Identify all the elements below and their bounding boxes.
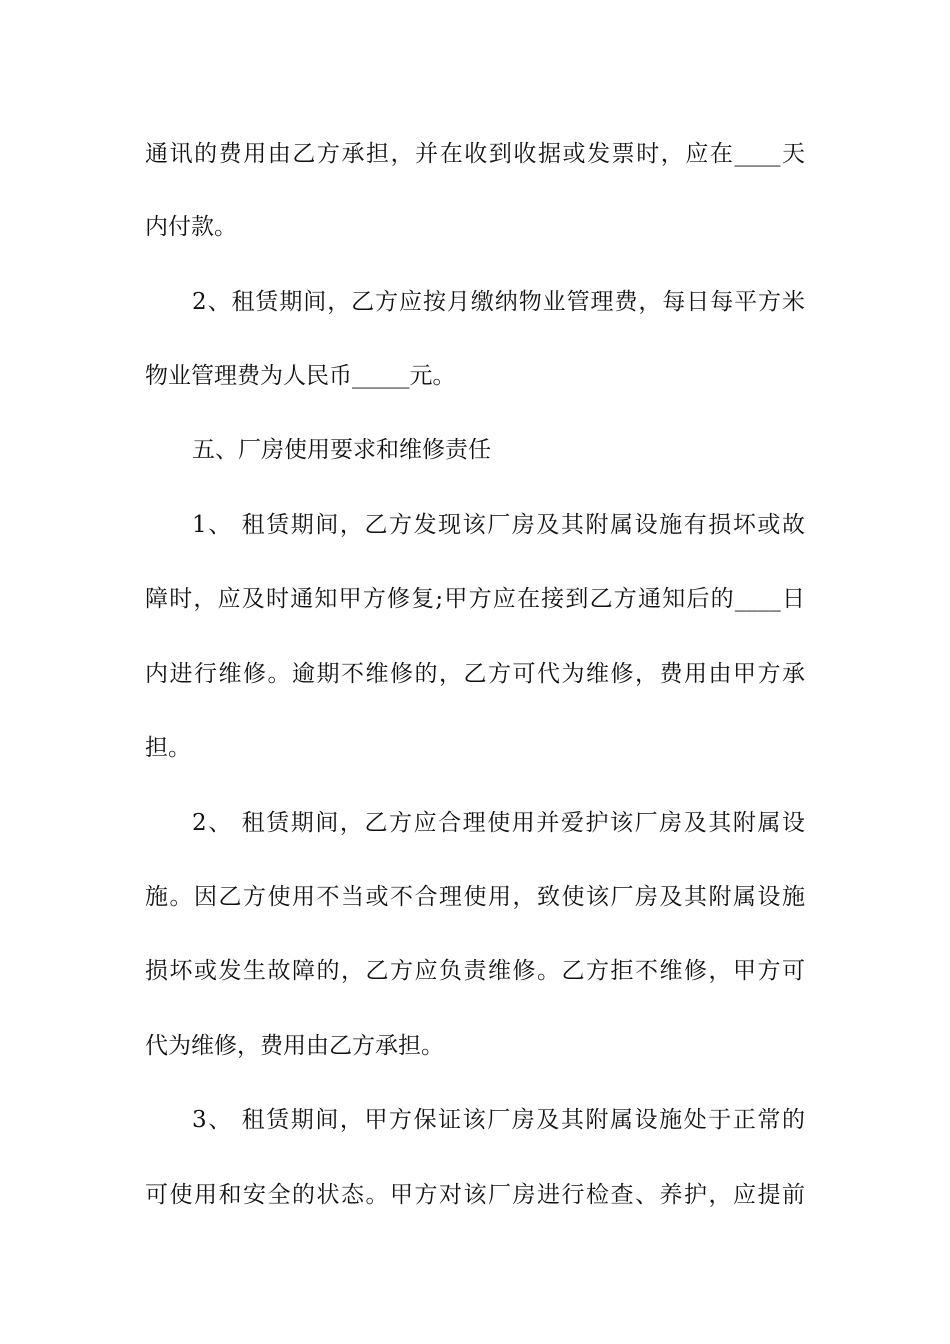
text-line: 障时，应及时通知甲方修复;甲方应在接到乙方通知后的____日 <box>145 586 805 612</box>
text-line: 担。 <box>145 735 191 761</box>
text-line: 通讯的费用由乙方承担，并在收到收据或发票时，应在____天 <box>145 141 805 167</box>
paragraph-start-line: 1、 租赁期间，乙方发现该厂房及其附属设施有损坏或故 <box>192 512 805 538</box>
paragraph-start-line: 3、 租赁期间，甲方保证该厂房及其附属设施处于正常的 <box>192 1107 805 1133</box>
paragraph-start-line: 2、租赁期间，乙方应按月缴纳物业管理费，每日每平方米 <box>192 289 805 315</box>
text-line: 可使用和安全的状态。甲方对该厂房进行检查、养护，应提前 <box>145 1182 805 1208</box>
text-line: 内付款。 <box>145 214 237 240</box>
text-line: 内进行维修。逾期不维修的，乙方可代为维修，费用由甲方承 <box>145 661 805 687</box>
text-line: 损坏或发生故障的，乙方应负责维修。乙方拒不维修，甲方可 <box>145 958 805 984</box>
text-line: 物业管理费为人民币_____元。 <box>145 363 456 389</box>
section-heading: 五、厂房使用要求和维修责任 <box>192 437 491 463</box>
text-line: 施。因乙方使用不当或不合理使用，致使该厂房及其附属设施 <box>145 884 805 910</box>
text-line: 代为维修，费用由乙方承担。 <box>145 1033 444 1059</box>
paragraph-start-line: 2、 租赁期间，乙方应合理使用并爱护该厂房及其附属设 <box>192 810 805 836</box>
